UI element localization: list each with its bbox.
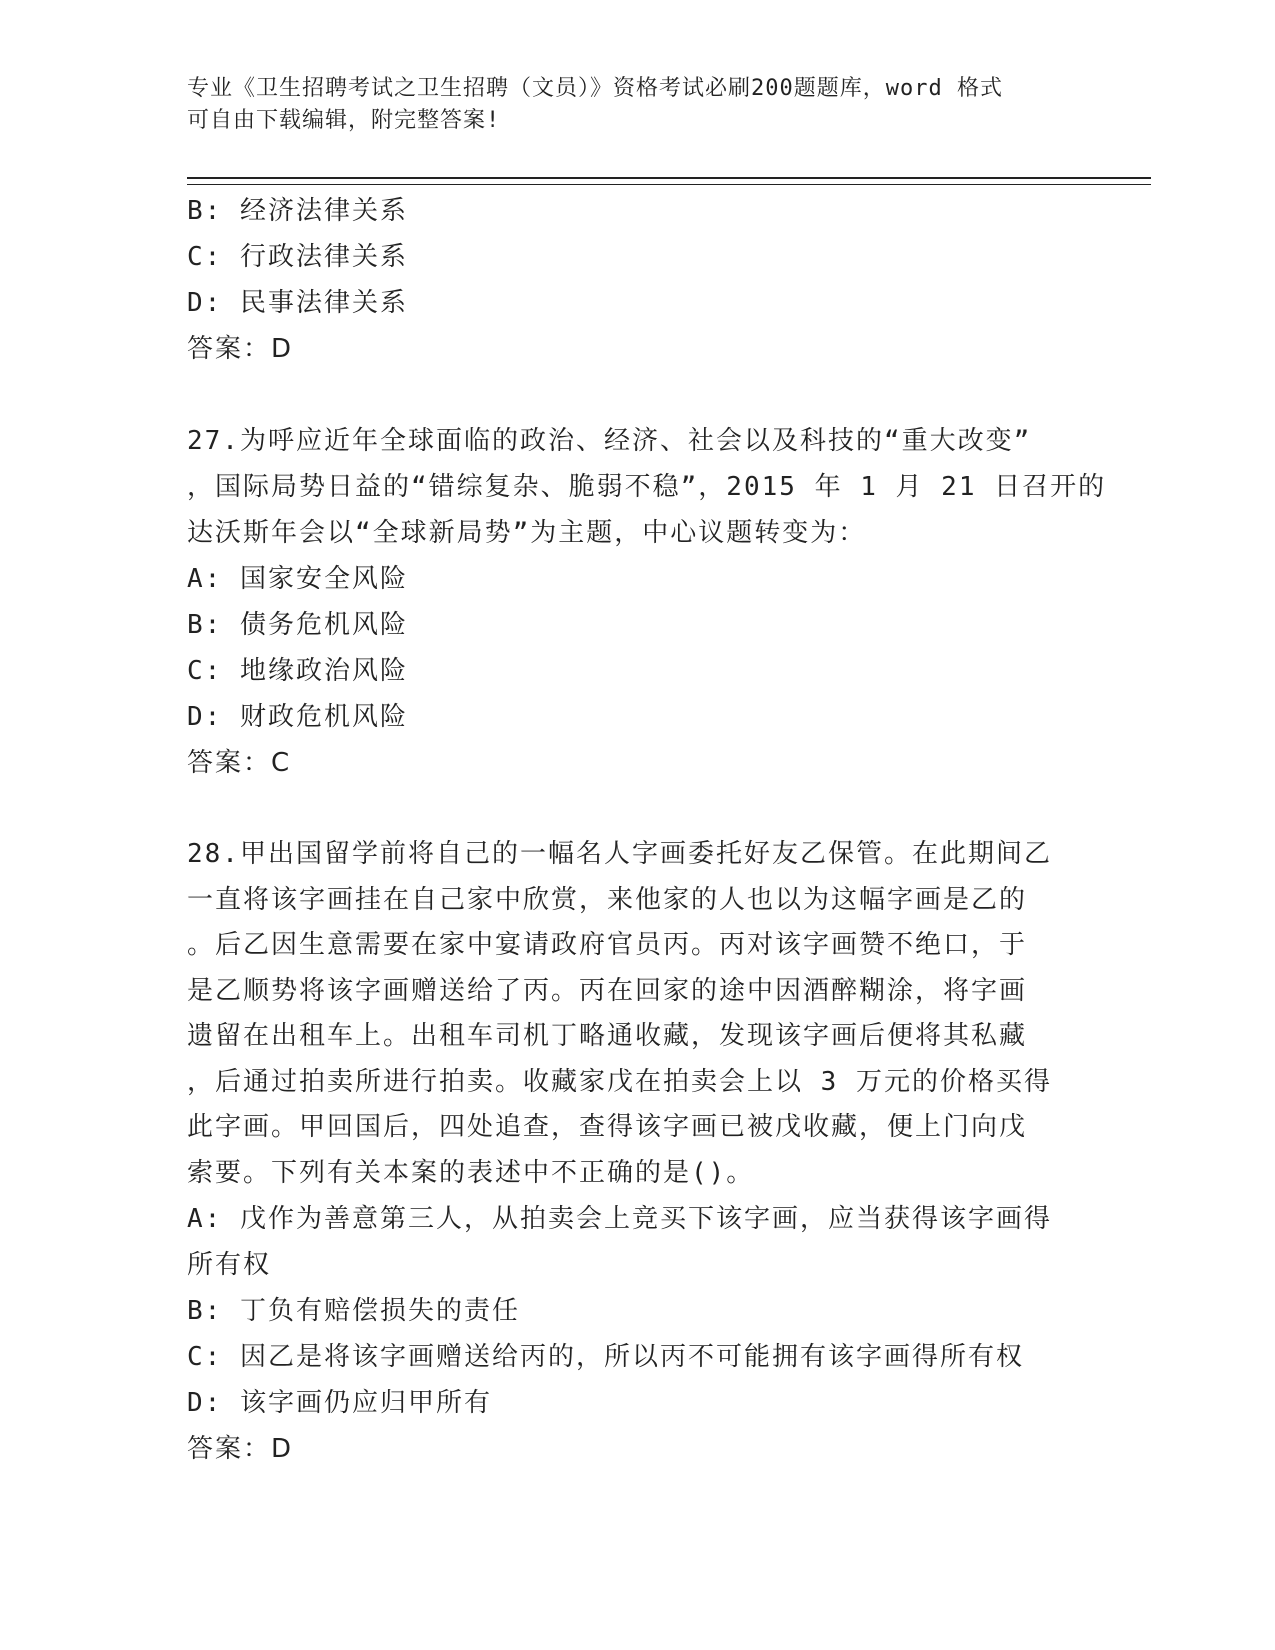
question-stem-line: 。后乙因生意需要在家中宴请政府官员丙。丙对该字画赞不绝口，于 bbox=[187, 930, 1028, 960]
question-stem-line: 28.甲出国留学前将自己的一幅名人字画委托好友乙保管。在此期间乙 bbox=[187, 839, 1052, 869]
question-stem-line: 遗留在出租车上。出租车司机丁略通收藏，发现该字画后便将其私藏 bbox=[187, 1021, 1028, 1051]
header-rule-thin bbox=[187, 184, 1151, 185]
option-d: D: 财政危机风险 bbox=[187, 702, 408, 732]
question-stem-line: 一直将该字画挂在自己家中欣赏，来他家的人也以为这幅字画是乙的 bbox=[187, 884, 1028, 915]
option-a: A: 戊作为善意第三人，从拍卖会上竞买下该字画，应当获得该字画得 bbox=[187, 1204, 1052, 1234]
answer-line: 答案：D bbox=[187, 334, 294, 364]
header-line-1: 专业《卫生招聘考试之卫生招聘（文员）》资格考试必刷200题题库，word 格式 bbox=[187, 76, 1003, 101]
option-a: A: 国家安全风险 bbox=[187, 564, 408, 594]
header-line-2: 可自由下载编辑，附完整答案! bbox=[187, 108, 501, 133]
question-26-tail bbox=[187, 188, 1087, 372]
option-d: D: 该字画仍应归甲所有 bbox=[187, 1388, 492, 1418]
question-stem-line: 索要。下列有关本案的表述中不正确的是()。 bbox=[187, 1157, 755, 1188]
option-b: B: 经济法律关系 bbox=[187, 196, 408, 226]
answer-line: 答案：D bbox=[187, 1434, 294, 1464]
option-b: B: 债务危机风险 bbox=[187, 610, 408, 640]
page-header bbox=[187, 73, 1067, 137]
option-b: B: 丁负有赔偿损失的责任 bbox=[187, 1296, 520, 1326]
question-stem-line: ，后通过拍卖所进行拍卖。收藏家戊在拍卖会上以 3 万元的价格买得 bbox=[187, 1066, 1052, 1097]
option-c: C: 因乙是将该字画赠送给丙的，所以丙不可能拥有该字画得所有权 bbox=[187, 1342, 1024, 1372]
question-stem-line: 此字画。甲回国后，四处追查，查得该字画已被戊收藏，便上门向戊 bbox=[187, 1112, 1028, 1142]
question-stem-line: 27.为呼应近年全球面临的政治、经济、社会以及科技的“重大改变” bbox=[187, 426, 1032, 456]
question-stem-line: ，国际局势日益的“错综复杂、脆弱不稳”，2015 年 1 月 21 日召开的 bbox=[187, 472, 1107, 502]
question-content bbox=[187, 188, 1107, 1472]
option-d: D: 民事法律关系 bbox=[187, 288, 408, 318]
header-rule-thick bbox=[187, 177, 1151, 179]
option-c: C: 行政法律关系 bbox=[187, 242, 408, 272]
question-stem-line: 达沃斯年会以“全球新局势”为主题，中心议题转变为： bbox=[187, 518, 867, 548]
question-stem-line: 是乙顺势将该字画赠送给了丙。丙在回家的途中因酒醉糊涂，将字画 bbox=[187, 975, 1028, 1006]
option-a-continued: 所有权 bbox=[187, 1250, 272, 1280]
answer-line: 答案：C bbox=[187, 748, 292, 778]
question-stem bbox=[187, 832, 1087, 1196]
question-28 bbox=[187, 832, 1087, 1472]
option-c: C: 地缘政治风险 bbox=[187, 656, 408, 686]
question-27 bbox=[187, 418, 1107, 786]
